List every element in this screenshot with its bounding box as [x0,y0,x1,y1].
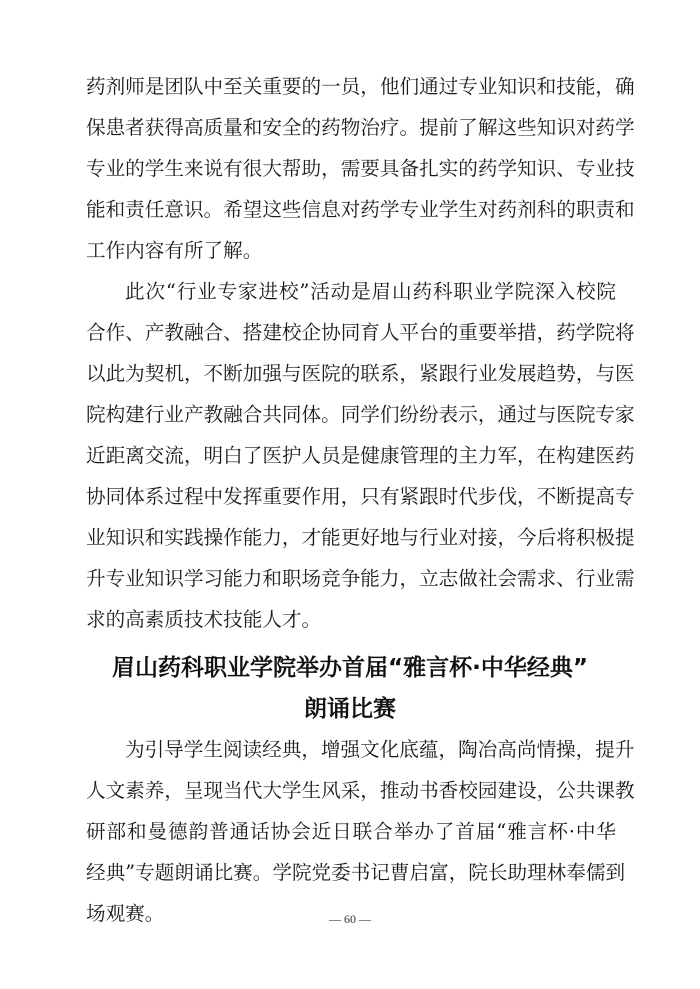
text-line: 协同体系过程中发挥重要作用，只有紧跟时代步伐，不断提高专 [86,485,635,508]
article1-paragraph-1 [86,66,635,271]
text-line: 能和责任意识。希望这些信息对药学专业学生对药剂科的职责和 [86,198,635,221]
text-line: 工作内容有所了解。 [86,239,263,262]
text-line: 场观赛。 [86,902,165,925]
text-line: 专业的学生来说有很大帮助，需要具备扎实的药学知识、专业技 [86,157,635,180]
article2-title-line-2: 朗诵比赛 [304,696,396,722]
text-line: 业知识和实践操作能力，才能更好地与行业对接，今后将积极提 [86,526,635,549]
text-line: 研部和曼德韵普通话协会近日联合举办了首届“雅言杯·中华 [86,820,616,843]
text-line: 升专业知识学习能力和职场竞争能力，立志做社会需求、行业需 [86,567,635,590]
text-line: 以此为契机，不断加强与医院的联系，紧跟行业发展趋势，与医 [86,362,635,385]
text-line: 药剂师是团队中至关重要的一员，他们通过专业知识和技能，确 [86,75,635,98]
text-line: 求的高素质技术技能人才。 [86,608,322,631]
article2-title-line-1: 眉山药科职业学院举办首届“雅言杯·中华经典” [112,655,588,681]
article1-paragraph-2 [86,271,635,640]
text-line: 为引导学生阅读经典，增强文化底蕴，陶冶高尚情操，提升 [125,738,635,761]
text-line: 合作、产教融合、搭建校企协同育人平台的重要举措，药学院将 [86,321,635,344]
page-number: — 60 — [329,912,371,926]
text-line: 院构建行业产教融合共同体。同学们纷纷表示，通过与医院专家 [86,403,635,426]
text-line: 经典”专题朗诵比赛。学院党委书记曹启富，院长助理林奉儒到 [86,861,626,884]
text-line: 此次“行业专家进校”活动是眉山药科职业学院深入校院 [125,280,616,303]
article2-paragraph-1 [86,729,635,934]
text-line: 人文素养，呈现当代大学生风采，推动书香校园建设，公共课教 [86,779,635,802]
text-line: 近距离交流，明白了医护人员是健康管理的主力军，在构建医药 [86,444,635,467]
text-line: 保患者获得高质量和安全的药物治疗。提前了解这些知识对药学 [86,116,635,139]
